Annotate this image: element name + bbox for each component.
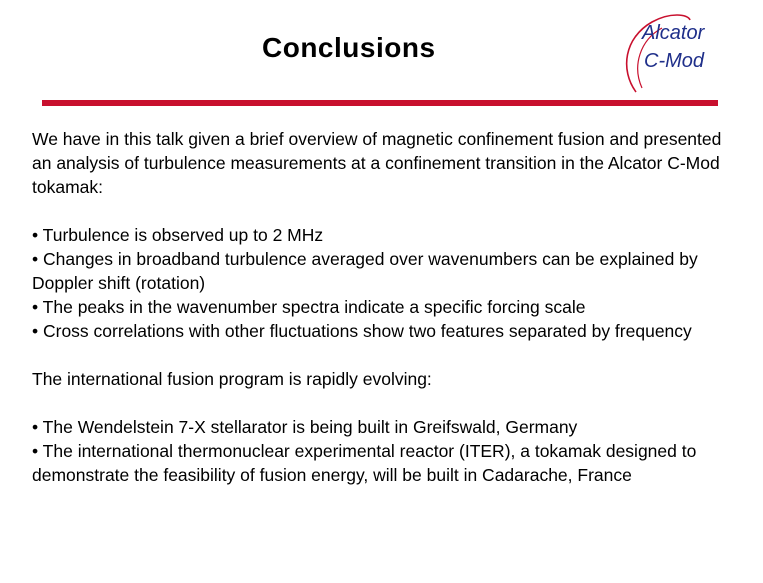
program-item: • The Wendelstein 7-X stellarator is being built in Greifswald, Germany (32, 417, 578, 437)
program-item: • The international thermonuclear experimental reactor (ITER), a tokamak designed to demonstrate the feasibility of fusion energy, will be built in Cadarache, France (32, 441, 697, 485)
program-heading: The international fusion program is rapidly evolving: (32, 369, 432, 389)
finding-item: • Cross correlations with other fluctuations show two features separated by frequency (32, 321, 692, 341)
title-divider (42, 100, 718, 106)
finding-item: • Changes in broadband turbulence averaged over wavenumbers can be explained by Doppler shift (rotation) (32, 249, 698, 293)
intro-paragraph: We have in this talk given a brief overview of magnetic confinement fusion and presented an analysis of turbulence measurements at a confinement transition in the Alcator C-Mod tokamak: (32, 129, 722, 197)
slide-body (32, 127, 732, 487)
logo-text-line1: Alcator (642, 22, 705, 44)
slide-title: Conclusions (262, 32, 436, 63)
alcator-cmod-logo (618, 10, 728, 98)
finding-item: • The peaks in the wavenumber spectra indicate a specific forcing scale (32, 297, 586, 317)
finding-item: • Turbulence is observed up to 2 MHz (32, 225, 324, 245)
logo-text-line2: C-Mod (644, 50, 705, 72)
